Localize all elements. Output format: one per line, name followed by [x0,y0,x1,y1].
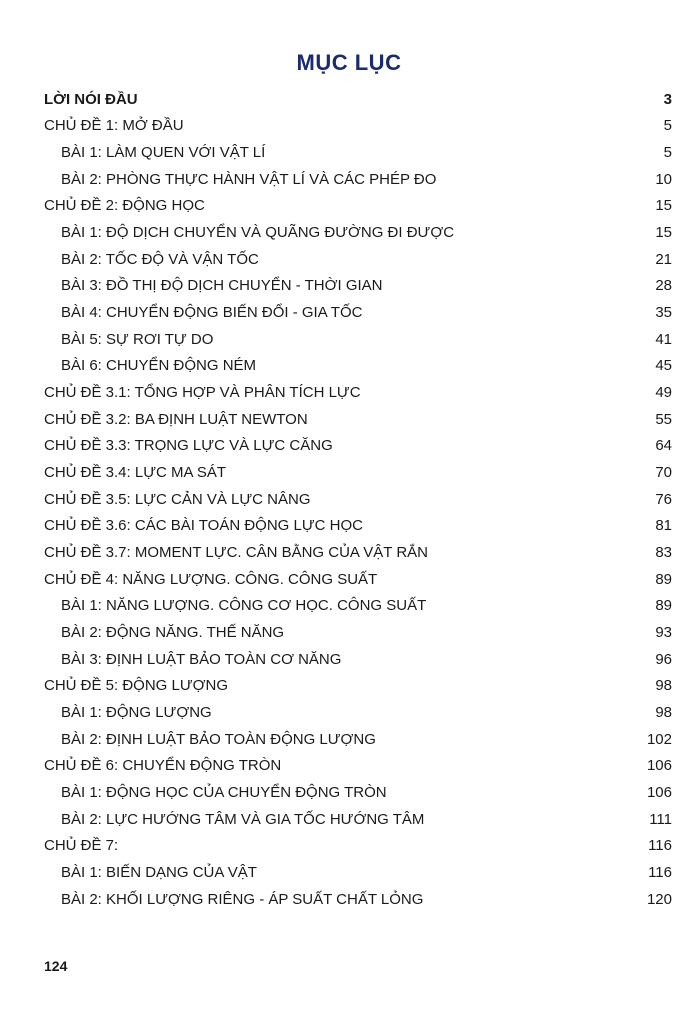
toc-entry[interactable] [44,486,672,513]
toc-entry[interactable] [44,113,672,140]
toc-entry-page: 45 [655,357,672,375]
toc-entry[interactable] [44,379,672,406]
toc-entry-label: BÀI 5: SỰ RƠI TỰ DO [61,330,214,348]
toc-entry-label: CHỦ ĐỀ 3.1: TỔNG HỢP VÀ PHÂN TÍCH LỰC [44,384,361,402]
toc-entry[interactable] [44,326,672,353]
toc-entry[interactable] [44,193,672,220]
toc-entry-page: 21 [655,250,672,268]
toc-entry[interactable] [44,86,672,113]
toc-entry-label: CHỦ ĐỀ 4: NĂNG LƯỢNG. CÔNG. CÔNG SUẤT [44,570,378,588]
toc-entry[interactable] [44,459,672,486]
toc-entry-label: BÀI 6: CHUYỂN ĐỘNG NÉM [61,357,257,375]
toc-entry-page: 116 [648,863,672,881]
toc-entry-label: BÀI 2: KHỐI LƯỢNG RIÊNG - ÁP SUẤT CHẤT LỎNG [61,890,424,908]
toc-entry-label: CHỦ ĐỀ 3.2: BA ĐỊNH LUẬT NEWTON [44,410,308,428]
toc-entry[interactable] [44,886,672,913]
toc-entry-label: BÀI 1: BIẾN DẠNG CỦA VẬT [61,863,257,881]
toc-entry-page: 106 [646,757,672,775]
toc-entry[interactable] [44,433,672,460]
toc-entry-label: CHỦ ĐỀ 3.3: TRỌNG LỰC VÀ LỰC CĂNG [44,437,333,455]
toc-entry-label: LỜI NÓI ĐẦU [44,90,138,108]
toc-entry-page: 64 [655,437,672,455]
toc-entry[interactable] [44,646,672,673]
toc-entry-page: 5 [663,117,672,135]
toc-entry[interactable] [44,806,672,833]
toc-entry-page: 10 [655,170,672,188]
toc-entry[interactable] [44,672,672,699]
toc-entry-page: 70 [655,464,672,482]
toc-entry-label: CHỦ ĐỀ 3.6: CÁC BÀI TOÁN ĐỘNG LỰC HỌC [44,517,363,535]
toc-entry-page: 98 [655,703,672,721]
toc-entry[interactable] [44,566,672,593]
toc-entry-label: CHỦ ĐỀ 7: [44,837,119,855]
toc-entry-page: 41 [655,330,672,348]
toc-entry-label: CHỦ ĐỀ 3.7: MOMENT LỰC. CÂN BẰNG CỦA VẬT RẮN [44,543,428,561]
toc-entry[interactable] [44,539,672,566]
toc-entry-page: 28 [655,277,672,295]
toc-entry-label: BÀI 3: ĐỒ THỊ ĐỘ DỊCH CHUYỂN - THỜI GIAN [61,277,383,295]
toc-entry-label: BÀI 2: PHÒNG THỰC HÀNH VẬT LÍ VÀ CÁC PHÉP ĐO [61,170,437,188]
toc-entry-label: CHỦ ĐỀ 6: CHUYỂN ĐỘNG TRÒN [44,757,282,775]
toc-entry[interactable] [44,832,672,859]
toc-entry-label: BÀI 4: CHUYỂN ĐỘNG BIẾN ĐỔI - GIA TỐC [61,304,363,322]
toc-entry-label: CHỦ ĐỀ 3.4: LỰC MA SÁT [44,464,227,482]
toc-entry-label: BÀI 2: LỰC HƯỚNG TÂM VÀ GIA TỐC HƯỚNG TÂM [61,810,425,828]
page-title: MỤC LỤC [296,50,402,75]
toc-entry-page: 98 [655,677,672,695]
toc-entry[interactable] [44,619,672,646]
toc-entry-label: CHỦ ĐỀ 5: ĐỘNG LƯỢNG [44,677,229,695]
toc-entry-page: 116 [648,837,672,855]
toc-entry-page: 89 [655,570,672,588]
toc-entry-label: BÀI 1: LÀM QUEN VỚI VẬT LÍ [61,144,266,162]
toc-entry-label: BÀI 2: ĐỊNH LUẬT BẢO TOÀN ĐỘNG LƯỢNG [61,730,376,748]
toc-entry-page: 83 [655,543,672,561]
toc-entry[interactable] [44,513,672,540]
toc-entry-page: 89 [655,597,672,615]
toc-entry-page: 55 [655,410,672,428]
toc-entry[interactable] [44,219,672,246]
toc-entry-page: 35 [655,304,672,322]
toc-entry-page: 111 [649,810,672,828]
toc-entry-page: 76 [655,490,672,508]
toc-entry-label: CHỦ ĐỀ 3.5: LỰC CẢN VÀ LỰC NÂNG [44,490,311,508]
toc-entry-page: 5 [663,144,672,162]
toc-entry-page: 96 [655,650,672,668]
toc-entry[interactable] [44,139,672,166]
toc-entry-page: 49 [655,384,672,402]
toc-entry-page: 93 [655,623,672,641]
toc-entry-page: 3 [663,90,672,108]
toc-entry-page: 15 [655,224,672,242]
toc-entry-label: CHỦ ĐỀ 2: ĐỘNG HỌC [44,197,205,215]
toc-entry-label: BÀI 1: ĐỘNG HỌC CỦA CHUYỂN ĐỘNG TRÒN [61,783,387,801]
toc-entry-page: 102 [646,730,672,748]
toc-entry-label: BÀI 3: ĐỊNH LUẬT BẢO TOÀN CƠ NĂNG [61,650,342,668]
toc-entry[interactable] [44,166,672,193]
toc-entry[interactable] [44,726,672,753]
toc-entry[interactable] [44,353,672,380]
toc-entry[interactable] [44,592,672,619]
toc-entry[interactable] [44,406,672,433]
toc-entry[interactable] [44,752,672,779]
toc-entry-label: BÀI 2: ĐỘNG NĂNG. THẾ NĂNG [61,623,285,641]
toc-entry-label: CHỦ ĐỀ 1: MỞ ĐẦU [44,117,184,135]
toc-entry-label: BÀI 1: NĂNG LƯỢNG. CÔNG CƠ HỌC. CÔNG SUẤT [61,597,427,615]
toc-entry-page: 15 [655,197,672,215]
page-number: 124 [44,958,68,974]
toc-entry[interactable] [44,299,672,326]
toc-entry-page: 81 [655,517,672,535]
toc-entry[interactable] [44,699,672,726]
toc-entry-page: 120 [646,890,672,908]
toc-entry-label: BÀI 1: ĐỘNG LƯỢNG [61,703,212,721]
toc-entry-label: BÀI 1: ĐỘ DỊCH CHUYỂN VÀ QUÃNG ĐƯỜNG ĐI ĐƯỢC [61,224,455,242]
toc-entry-label: BÀI 2: TỐC ĐỘ VÀ VẬN TỐC [61,250,259,268]
toc-entry[interactable] [44,246,672,273]
toc-entry-page: 106 [646,783,672,801]
toc-entry[interactable] [44,859,672,886]
toc-entry[interactable] [44,779,672,806]
table-of-contents [44,86,672,912]
toc-entry[interactable] [44,273,672,300]
